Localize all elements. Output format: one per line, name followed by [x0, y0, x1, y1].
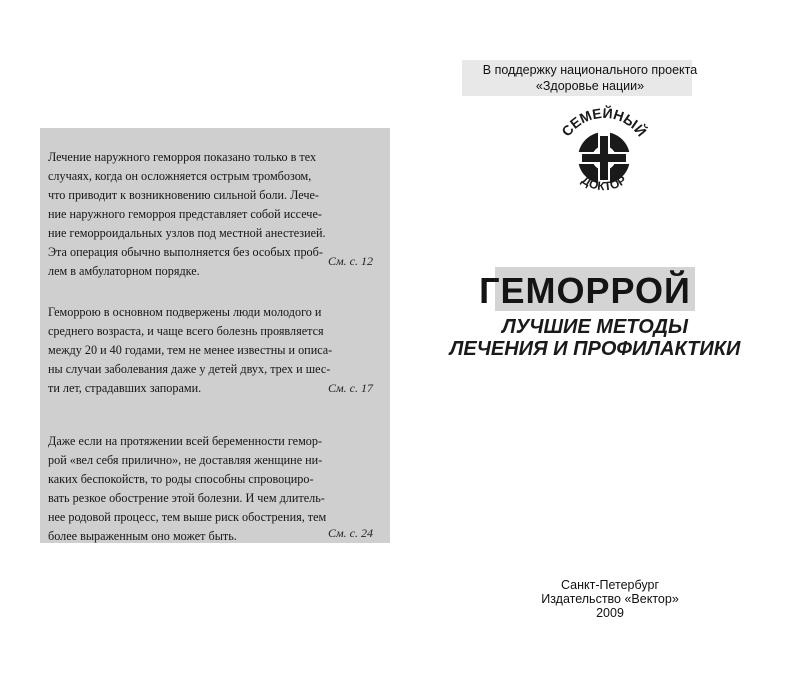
- page-reference: См. с. 12: [328, 254, 373, 268]
- support-line: «Здоровье нации»: [535, 79, 645, 93]
- book-title: ГЕМОРРОЙ: [479, 270, 691, 311]
- quote-line: рой «вел себя прилично», не доставляя женщине ни-: [48, 453, 323, 467]
- quote-line: случаях, когда он осложняется острым тромбозом,: [48, 169, 312, 183]
- quote-line: Даже если на протяжении всей беременности гемор-: [48, 434, 323, 448]
- imprint-city: Санкт-Петербург: [560, 578, 660, 592]
- quote-line: Геморрою в основном подвержены люди молодого и: [48, 305, 322, 319]
- quote-block-2: [48, 303, 373, 398]
- quote-line: ние наружного геморроя представляет собой иссече-: [48, 207, 322, 221]
- imprint: [510, 578, 710, 620]
- imprint-year: 2009: [596, 606, 624, 620]
- page-reference: См. с. 24: [328, 526, 373, 540]
- quote-line: ны случаи заболевания даже у детей двух, трех и шес-: [48, 362, 331, 376]
- book-subtitle: [415, 316, 775, 360]
- quote-line: вать резкое обострение этой болезни. И чем длитель-: [48, 491, 325, 505]
- quote-block-3: [48, 432, 373, 546]
- quote-line: между 20 и 40 годами, тем не менее известны и описа-: [48, 343, 333, 357]
- family-doctor-logo: [548, 100, 660, 212]
- national-project-support: [470, 62, 710, 94]
- subtitle-line: ЛУЧШИЕ МЕТОДЫ: [502, 316, 688, 338]
- quote-line: ти лет, страдавших запорами.: [48, 381, 202, 395]
- logo-top-text: СЕМЕЙНЫЙ: [558, 104, 650, 140]
- subtitle-line: ЛЕЧЕНИЯ И ПРОФИЛАКТИКИ: [449, 338, 741, 360]
- quote-line: более выраженным оно может быть.: [48, 529, 237, 543]
- quote-line: нее родовой процесс, тем выше риск обострения, тем: [48, 510, 327, 524]
- quote-line: каких беспокойств, то роды способны спровоциро-: [48, 472, 314, 486]
- quote-line: ние геморроидальных узлов под местной анестезией.: [48, 226, 326, 240]
- quote-line: что приводит к возникновению сильной боли. Лече-: [48, 188, 319, 202]
- quote-line: Лечение наружного геморроя показано только в тех: [48, 150, 317, 164]
- quote-line: лем в амбулаторном порядке.: [48, 264, 200, 278]
- quote-block-1: [48, 148, 373, 281]
- quote-line: Эта операция обычно выполняется без особых проб-: [48, 245, 323, 259]
- page-reference: См. с. 17: [328, 381, 373, 395]
- support-line: В поддержку национального проекта: [482, 63, 698, 77]
- imprint-publisher: Издательство «Вектор»: [541, 592, 679, 606]
- logo-bottom-text: ДОКТОР: [579, 172, 629, 194]
- quote-line: среднего возраста, и чаще всего болезнь проявляется: [48, 324, 324, 338]
